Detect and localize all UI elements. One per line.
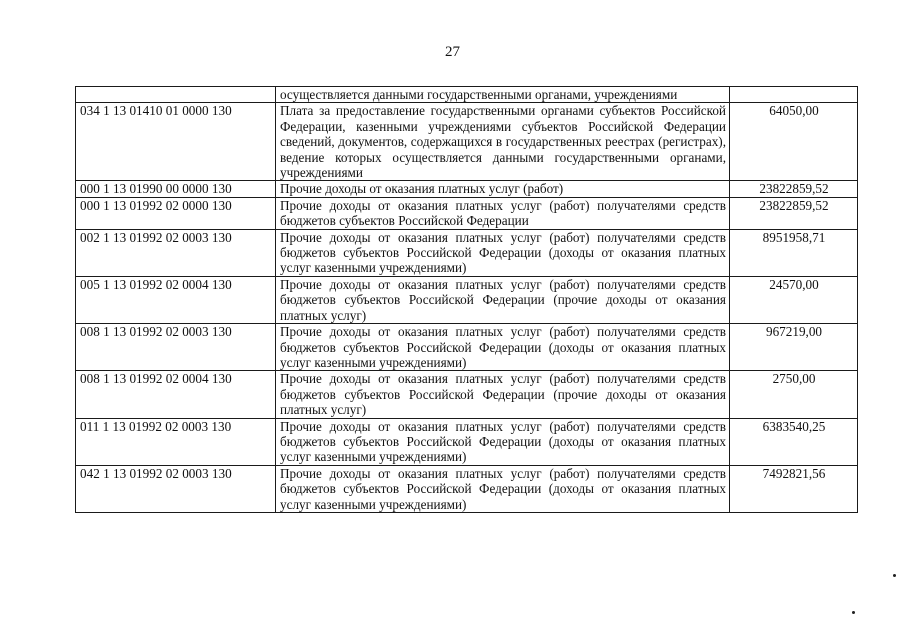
amount-cell: 6383540,25 <box>730 418 858 465</box>
amount-cell: 23822859,52 <box>730 197 858 229</box>
amount-cell: 7492821,56 <box>730 465 858 512</box>
scan-speck <box>893 574 896 577</box>
table-row <box>76 181 858 197</box>
budget-code-cell: 008 1 13 01992 02 0003 130 <box>76 324 276 371</box>
revenue-table <box>75 86 858 513</box>
amount-cell: 2750,00 <box>730 371 858 418</box>
budget-code-cell: 008 1 13 01992 02 0004 130 <box>76 371 276 418</box>
description-cell: Плата за предоставление государственными органами субъектов Российской Федерации, казенными учреждениями субъектов Российской Федерации сведений, документов, содержащихся в государственных реестрах (регистрах), ведение которых осуществляется данными государственными органами, учреждениями <box>276 103 730 181</box>
description-cell: Прочие доходы от оказания платных услуг (работ) получателями средств бюджетов субъектов Российской Федерации (прочие доходы от оказания платных услуг) <box>276 371 730 418</box>
table-row <box>76 229 858 276</box>
table-row <box>76 276 858 323</box>
amount-cell: 8951958,71 <box>730 229 858 276</box>
table-row <box>76 87 858 103</box>
description-cell: Прочие доходы от оказания платных услуг (работ) получателями средств бюджетов субъектов Российской Федерации (доходы от оказания платных услуг казенными учреждениями) <box>276 418 730 465</box>
amount-cell: 64050,00 <box>730 103 858 181</box>
description-cell: Прочие доходы от оказания платных услуг (работ) получателями средств бюджетов субъектов Российской Федерации (доходы от оказания платных услуг казенными учреждениями) <box>276 229 730 276</box>
table-row <box>76 324 858 371</box>
amount-cell <box>730 87 858 103</box>
amount-cell: 24570,00 <box>730 276 858 323</box>
budget-code-cell: 034 1 13 01410 01 0000 130 <box>76 103 276 181</box>
table-row <box>76 465 858 512</box>
description-cell: Прочие доходы от оказания платных услуг (работ) <box>276 181 730 197</box>
budget-code-cell: 042 1 13 01992 02 0003 130 <box>76 465 276 512</box>
amount-cell: 967219,00 <box>730 324 858 371</box>
table-row <box>76 418 858 465</box>
table-row <box>76 103 858 181</box>
budget-code-cell: 000 1 13 01990 00 0000 130 <box>76 181 276 197</box>
table-row <box>76 371 858 418</box>
budget-code-cell: 005 1 13 01992 02 0004 130 <box>76 276 276 323</box>
description-cell: Прочие доходы от оказания платных услуг (работ) получателями средств бюджетов субъектов Российской Федерации (прочие доходы от оказания платных услуг) <box>276 276 730 323</box>
table-row <box>76 197 858 229</box>
description-cell: осуществляется данными государственными органами, учреждениями <box>276 87 730 103</box>
amount-cell: 23822859,52 <box>730 181 858 197</box>
description-cell: Прочие доходы от оказания платных услуг (работ) получателями средств бюджетов субъектов Российской Федерации <box>276 197 730 229</box>
scan-speck <box>852 611 855 614</box>
budget-code-cell: 000 1 13 01992 02 0000 130 <box>76 197 276 229</box>
budget-code-cell: 002 1 13 01992 02 0003 130 <box>76 229 276 276</box>
description-cell: Прочие доходы от оказания платных услуг (работ) получателями средств бюджетов субъектов Российской Федерации (доходы от оказания платных услуг казенными учреждениями) <box>276 324 730 371</box>
budget-code-cell <box>76 87 276 103</box>
page-number: 27 <box>445 44 460 60</box>
budget-code-cell: 011 1 13 01992 02 0003 130 <box>76 418 276 465</box>
description-cell: Прочие доходы от оказания платных услуг (работ) получателями средств бюджетов субъектов Российской Федерации (доходы от оказания платных услуг казенными учреждениями) <box>276 465 730 512</box>
